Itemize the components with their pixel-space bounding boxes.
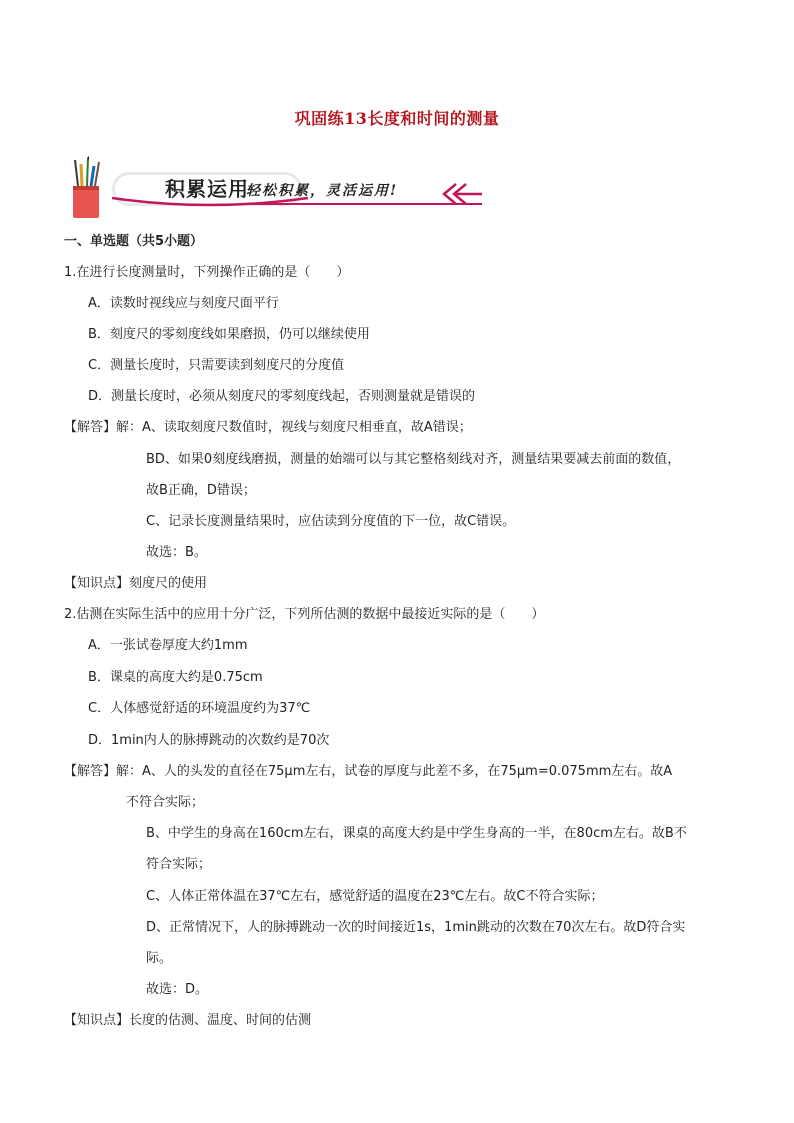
answer-line: 际。: [146, 951, 173, 966]
badge-label: 积累运用: [165, 177, 249, 201]
pen-cup-icon: [70, 156, 102, 220]
answer-line: 符合实际；: [146, 857, 212, 872]
option-b: B．刻度尺的零刻度线如果磨损，仍可以继续使用: [88, 327, 370, 342]
banner-slogan: 轻松积累，灵活运用!: [246, 183, 399, 199]
answer-line: 故选：B。: [146, 545, 207, 560]
question-stem: 2.估测在实际生活中的应用十分广泛，下列所估测的数据中最接近实际的是（ ）: [64, 607, 545, 622]
option-b: B．课桌的高度大约是0.75cm: [88, 670, 263, 685]
page-title: 巩固练13长度和时间的测量: [294, 109, 500, 128]
option-a: A．读数时视线应与刻度尺面平行: [88, 296, 279, 311]
answer-line: D、正常情况下，人的脉搏跳动一次的时间接近1s，1min跳动的次数在70次左右。故D符合实: [146, 920, 686, 935]
double-arrow-icon: [438, 182, 484, 206]
question-stem: 1.在进行长度测量时，下列操作正确的是（ ）: [64, 265, 350, 280]
option-c: C．测量长度时，只需要读到刻度尺的分度值: [88, 358, 345, 373]
knowledge-point: 【知识点】长度的估测、温度、时间的估测: [64, 1013, 312, 1028]
answer-line: 【解答】解：A、人的头发的直径在75μm左右，试卷的厚度与此差不多，在75μm=0.075mm左右。故A: [64, 764, 673, 779]
answer-line: 故B正确，D错误；: [146, 483, 256, 498]
knowledge-point: 【知识点】刻度尺的使用: [64, 576, 208, 591]
option-d: D．1min内人的脉搏跳动的次数约是70次: [88, 733, 330, 748]
answer-line: 【解答】解：A、读取刻度尺数值时，视线与刻度尺相垂直，故A错误；: [64, 420, 472, 435]
option-d: D．测量长度时，必须从刻度尺的零刻度线起，否则测量就是错误的: [88, 389, 476, 404]
answer-line: BD、如果0刻度线磨损，测量的始端可以与其它整格刻线对齐，测量结果要减去前面的数值，: [146, 452, 681, 467]
answer-line: C、记录长度测量结果时，应估读到分度值的下一位，故C错误。: [146, 514, 516, 529]
section-banner: [70, 156, 490, 220]
option-c: C．人体感觉舒适的环境温度约为37℃: [88, 701, 311, 716]
section-heading: 一、单选题（共5小题）: [64, 234, 204, 249]
answer-line: B、中学生的身高在160cm左右，课桌的高度大约是中学生身高的一半，在80cm左右。故B不: [146, 826, 687, 841]
answer-line: 不符合实际；: [126, 795, 205, 810]
answer-line: 故选：D。: [146, 982, 209, 997]
option-a: A．一张试卷厚度大约1mm: [88, 638, 248, 653]
answer-line: C、人体正常体温在37℃左右，感觉舒适的温度在23℃左右。故C不符合实际；: [146, 889, 604, 904]
